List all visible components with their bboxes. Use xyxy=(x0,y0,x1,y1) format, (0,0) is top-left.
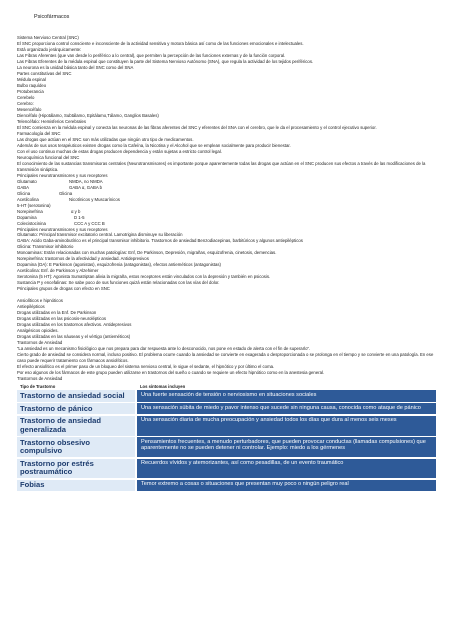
section-heading: Principales neurotransmisores y sus receptores xyxy=(17,172,108,178)
receptor-value: Nicotínicos y Muscarínicos xyxy=(69,196,120,202)
paragraph-line: El SNC proporciona control consciente e inconsciente de la actividad sensitiva y motora básica así como de las funciones emocionales e intelectuales. xyxy=(17,40,304,46)
table-row xyxy=(17,390,436,401)
disorder-symptoms: Pensamientos frecuentes, a menudo perturbadores, que pueden provocar conductas (llamadas compulsiones) que aparentemente no se pueden detener ni controlar. Ejemplo: miedo a los gérmenes xyxy=(137,437,436,457)
section-heading: Trastornos de Ansiedad xyxy=(17,376,63,382)
paragraph-line: Las Fibras Aferentes (que van desde lo periférico a lo central), que permiten la percepción de las funciones externas y de la función corporal. xyxy=(17,52,286,58)
paragraph-line: El efecto ansiolítico es el primer paso de un bloqueo del sistema nervioso central, le sigue el sedante, el hipnótico y por último el coma. xyxy=(17,364,275,370)
disorder-type: Trastorno obsesivo compulsivo xyxy=(17,437,135,457)
disorder-symptoms: Una fuerte sensación de tensión o nerviosismo en situaciones sociales xyxy=(137,390,436,401)
section-heading: Principales grupos de drogas con efecto en SNC xyxy=(17,286,110,292)
paragraph-line: Las drogas que actúan en el SNC son más utilizadas que ningún otro tipo de medicamentos. xyxy=(17,136,194,142)
disorder-symptoms: Una sensación súbita de miedo y pavor intenso que sucede sin ninguna causa, conocida como ataque de pánico xyxy=(137,403,436,414)
list-item: Mesencéfalo xyxy=(17,106,42,112)
list-item: Médula espinal xyxy=(17,76,46,82)
list-item: Drogas utilizadas en las psicosis-neurolépticos xyxy=(17,316,107,322)
list-item: Antiepilépticos xyxy=(17,304,45,310)
paragraph-line: Con el uso continuo muchas de estas drogas producen dependencia y están sujetas a estricto control legal. xyxy=(17,148,222,154)
paragraph-line: Dopamina (DA): E Parkinson (agonistas), esquizofrenia (antagonistas), efectos antieméticos (antagonistas) xyxy=(17,262,221,268)
table-row xyxy=(17,403,436,414)
section-heading: Sistema Nervioso Central (SNC) xyxy=(17,35,79,40)
table-header xyxy=(17,383,436,390)
paragraph-line: Monoaminas: Están relacionadas con muchas patologías: Enf, De Parkinson, Depresión, migrañas, esquizofrenia, cinetosis, demencias. xyxy=(17,250,277,256)
section-heading: Farmacología del SNC xyxy=(17,130,61,136)
receptor-name: Acetilcolina xyxy=(17,196,39,202)
disorder-type: Trastorno de ansiedad social xyxy=(17,390,135,401)
section-heading: Partes constitutivas del SNC xyxy=(17,70,72,76)
section-heading: Neuroquímica funcional del SNC xyxy=(17,154,80,160)
quote-line: “La ansiedad es un mecanismo fisiológico que nos prepara para dar respuesta ante lo desconocido, nos pone en estado de alerta con el fin de superarlo”. xyxy=(17,346,311,352)
paragraph-line: GABA: Acido Gaba-aminobutírico es el principal transmisor inhibitorio. Trastornos de ansiedad Benzodiacepinas, barbitúricos y algunos antiepilépticos xyxy=(17,238,303,244)
column-header-symptoms: Los síntomas incluyen xyxy=(140,384,186,390)
receptor-name: 5-HT (serotonina) xyxy=(17,202,51,208)
paragraph-line: El conocimiento de las sustancias transmisoras centrales (Neurotransmisores) es importante porque aparentemente todas las drogas que actúan en el SNC producen sus efectos a través de las modificaciones de la transmisión sináptica. xyxy=(17,160,426,172)
table-row xyxy=(17,459,436,479)
document-body xyxy=(17,35,436,382)
paragraph-line: Cierto grado de ansiedad se considera normal, incluso positivo. El problema ocurre cuando la ansiedad se convierte en exagerada o desproporcionada o se prolonga en el tiempo y se convierte en una patología. En ese caso puede requerir tratamiento con fármacos ansiolíticos. xyxy=(17,352,434,364)
list-item: Bulbo raquídeo xyxy=(17,82,47,88)
disorder-type: Fobias xyxy=(17,480,135,491)
paragraph-line: Serotonina (5 HT): Agonista Sumatriptan alivia la migraña, estos receptores están vinculados con la depresión y también en psicosis. xyxy=(17,274,271,280)
list-item: Drogas utilizadas en la Enf. De Parkinson xyxy=(17,310,97,316)
receptor-value: GABA α, GABA b xyxy=(69,184,103,190)
list-item: Drogas utilizadas en los trastornos afectivos. Antidepresivos xyxy=(17,322,132,328)
paragraph-line: Las Fibras Eferentes de la médula espinal que constituyen la parte del Sistema Nervioso Autónomo (SNA), que regula la actividad de los tejidos periféricos. xyxy=(17,58,314,64)
list-item: Diencéfalo (Hipotálamo, Subtálamo, Epitálamo,Tálamo, Ganglios Basales) xyxy=(17,112,159,118)
section-heading: Trastornos de Ansiedad xyxy=(17,340,63,346)
anxiety-disorders-table xyxy=(17,383,436,491)
receptor-name: Dopamina xyxy=(17,214,37,220)
receptor-name: GABA xyxy=(17,184,29,190)
receptor-value: NMDA, no NMDA xyxy=(69,178,103,184)
table-row xyxy=(17,437,436,457)
disorder-symptoms: Recuerdos vívidos y atemorizantes, así como pesadillas, de un evento traumático xyxy=(137,459,436,479)
document-title: Psicofármacos xyxy=(34,14,70,20)
table-row xyxy=(17,480,436,491)
paragraph-line: El SNC comienza en la médula espinal y conecta las neuronas de las fibras aferentes del SNC y eferentes del SNA con el cerebro, que le da el procesamiento y el control ejecutivo superior. xyxy=(17,124,377,130)
column-header-type: Tipo de Trastorno xyxy=(20,384,56,390)
receptor-value: D 1-5 xyxy=(74,214,85,220)
receptor-value: Glicina xyxy=(59,190,73,196)
list-item: Drogas utilizadas en las náuseas y el vértigo (antieméticos) xyxy=(17,334,131,340)
list-item: Protuberancia xyxy=(17,88,44,94)
receptor-name: Glicina xyxy=(17,190,31,196)
list-item: Cerebro: xyxy=(17,100,34,106)
list-item: Cerebelo xyxy=(17,94,35,100)
paragraph-line: Por eso algunos de los fármacos de este grupo pueden utilizarse en trastornos del sueño o cuando se requiere un efecto hipnótico como en la anestesia general. xyxy=(17,370,325,376)
disorder-type: Trastorno de ansiedad generalizada xyxy=(17,416,135,436)
section-heading: Principales neurotransmisores y sus receptores xyxy=(17,226,108,232)
paragraph-line: Está organizado jerárquicamente: xyxy=(17,46,82,52)
receptor-value: α y b xyxy=(71,208,81,214)
receptor-value: CCC A y CCC B xyxy=(74,220,105,226)
receptor-name: Colecistocinina xyxy=(17,220,46,226)
paragraph-line: Además de sus usos terapéuticos existen drogas como la Cafeína, la Nicotina y el Alcohol que se emplean socialmente para producir bienestar. xyxy=(17,142,291,148)
paragraph-line: Norepinefrina: trastornos de la afectividad y ansiedad. Antidepresivos xyxy=(17,256,149,262)
table-row xyxy=(17,416,436,436)
disorder-type: Trastorno de pánico xyxy=(17,403,135,414)
paragraph-line: La neurona es la unidad básica tanto del SNC como del SNA xyxy=(17,64,134,70)
paragraph-line: Acetilcolina: Enf. de Parkinson y Alzehimer xyxy=(17,268,99,274)
paragraph-line: Sustancia P y encefalinas: Se sabe poco de sus funciones quizá están relacionadas con las vías del dolor. xyxy=(17,280,220,286)
list-item: Telencéfalo: Hemisferios Cerebrales xyxy=(17,118,87,124)
list-item: Ansiolíticos e hipnóticos xyxy=(17,298,63,304)
disorder-symptoms: Una sensación diaria de mucha preocupación y ansiedad todos los días que dura al menos seis meses xyxy=(137,416,436,436)
disorder-type: Trastorno por estrés postraumático xyxy=(17,459,135,479)
list-item: Analgésicos opioides. xyxy=(17,328,59,334)
paragraph-line: Glicina: Transmisor inhibitorio xyxy=(17,244,74,250)
disorder-symptoms: Temor extremo a cosas o situaciones que presentan muy poco o ningún peligro real xyxy=(137,480,436,491)
receptor-name: Norepinefrina xyxy=(17,208,43,214)
paragraph-line: Glutamato: Principal transmisor excitatorio central. Lamotrigina disminuye su liberación xyxy=(17,232,183,238)
receptor-name: Glutamato xyxy=(17,178,37,184)
